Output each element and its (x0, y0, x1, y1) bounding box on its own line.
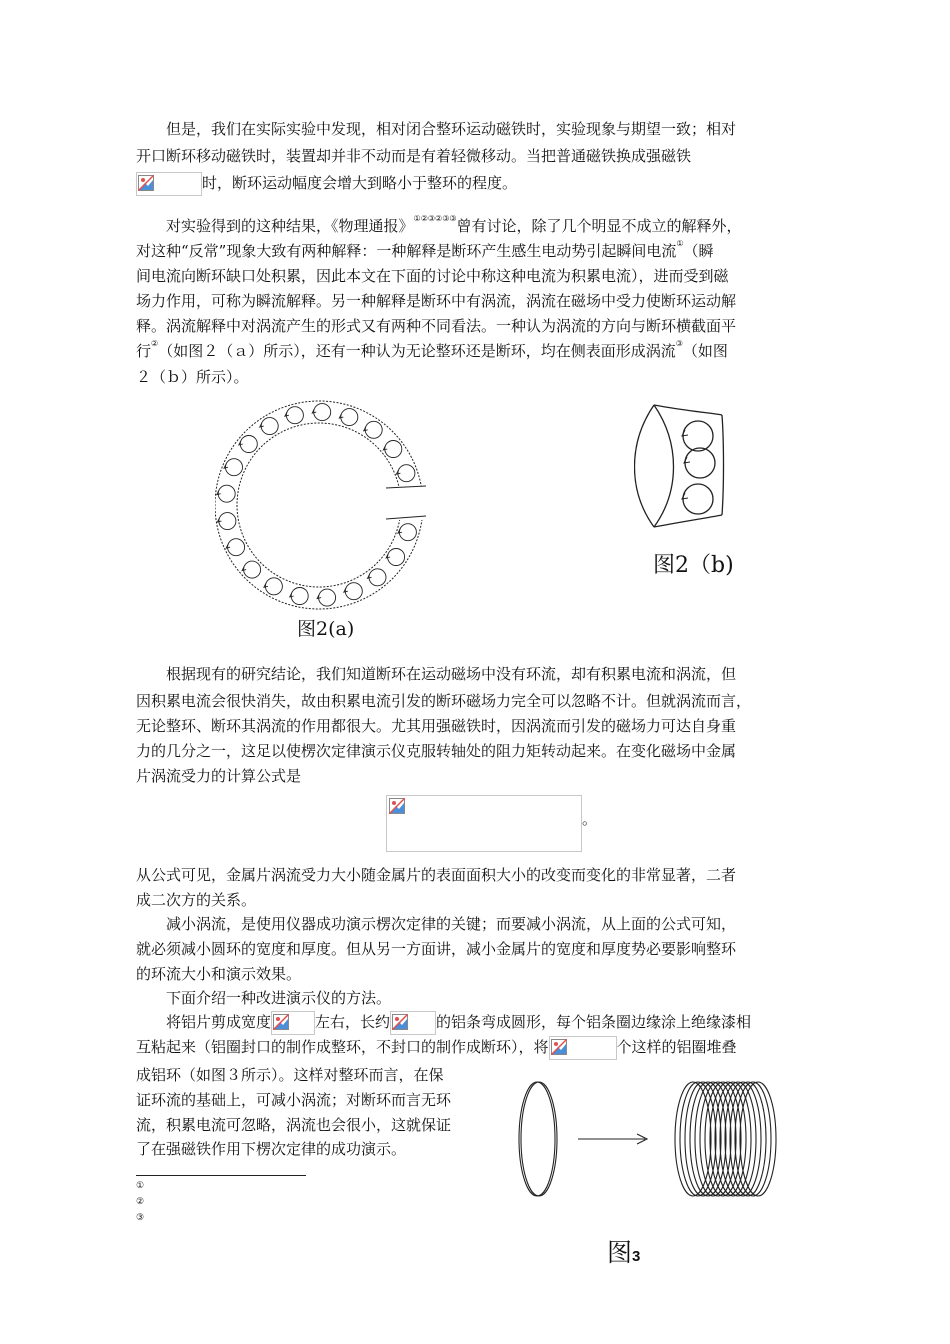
p7-line5: 流，积累电流可忽略，涡流也会很小，这就保证 (136, 1116, 452, 1134)
p2-line6 (136, 340, 728, 362)
p3-line3: 无论整环、断环其涡流的作用都很大。尤其用强磁铁时，因涡流而引发的磁场力可达自身重 (136, 717, 737, 735)
p7-line1-b: 左右，长约 (315, 1013, 391, 1031)
image-placeholder (136, 172, 202, 196)
eddy-current-circle (226, 459, 243, 476)
p2-line5: 释。涡流解释中对涡流产生的形式又有两种不同看法。一种认为涡流的方向与断环横截面平 (136, 317, 737, 335)
p4-line1: 从公式可见，金属片涡流受力大小随金属片的表面面积大小的改变而变化的非常显著，二者 (136, 866, 737, 884)
eddy-current-circle (314, 404, 331, 421)
p4-line2: 成二次方的关系。 (136, 891, 257, 909)
p7-line2 (136, 1036, 737, 1060)
p2-line7: ２（ｂ）所示）。 (136, 368, 249, 386)
figure-2a-ring-diagram (215, 398, 427, 612)
p2-line1-b: 曾有讨论，除了几个明显不成立的解释外， (456, 217, 742, 235)
eddy-current-circle (219, 513, 236, 530)
eddy-current-circle (265, 578, 282, 595)
citation-sup: ② (151, 339, 159, 348)
p6-line1: 下面介绍一种改进演示仪的方法。 (166, 989, 392, 1007)
p1-line3 (136, 172, 517, 196)
figure-2b-caption: 图2（b) (653, 553, 734, 578)
image-placeholder (271, 1011, 315, 1035)
p7-line2-b: 个这样的铝圈堆叠 (616, 1038, 737, 1056)
eddy-current-circle (365, 421, 382, 438)
figure-3-caption-number: 3 (632, 1248, 641, 1265)
broken-image-icon (273, 1014, 289, 1030)
image-placeholder (390, 1011, 436, 1035)
formula-image-placeholder (386, 795, 582, 852)
p1-line1: 但是，我们在实际实验中发现，相对闭合整环运动磁铁时，实验现象与期望一致；相对 (166, 120, 737, 138)
footnote-rule (136, 1175, 306, 1176)
p1-line2: 开口断环移动磁铁时，装置却并非不动而是有着轻微移动。当把普通磁铁换成强磁铁 (136, 147, 692, 165)
footnote-marker-1: ① (136, 1181, 145, 1191)
eddy-current-circle (228, 539, 245, 556)
p7-line2-a: 互粘起来（铝圈封口的制作成整环，不封口的制作成断环），将 (136, 1038, 549, 1056)
broken-image-icon (389, 798, 405, 814)
eddy-current-circle (369, 569, 386, 586)
eddy-current-circle (388, 549, 405, 566)
p2-line3: 间电流向断环缺口处积累，因此本文在下面的讨论中称这种电流为积累电流），进而受到磁 (136, 267, 729, 285)
p5-line2: 就必须减小圆环的宽度和厚度。但从另一方面讲，减小金属片的宽度和厚度势必要影响整环 (136, 940, 737, 958)
formula-period: 。 (582, 810, 598, 828)
citation-sup: ①②③②③③ (413, 214, 457, 223)
broken-image-icon (138, 175, 154, 191)
p1-line3-text: 时，断环运动幅度会增大到略小于整环的程度。 (202, 174, 518, 192)
eddy-current-circle (244, 561, 261, 578)
eddy-current-circle (319, 589, 336, 606)
p7-line3: 成铝环（如图３所示）。这样对整环而言，在保 (136, 1066, 444, 1084)
figure-3-caption (607, 1233, 640, 1269)
p2-line2 (136, 240, 714, 262)
p7-line1-a: 将铝片剪成宽度 (166, 1013, 272, 1031)
eddy-current-circle (286, 407, 303, 424)
figure-2a-caption: 图2(a) (297, 618, 355, 640)
eddy-current-circle (240, 436, 257, 453)
p2-line4: 场力作用，可称为瞬流解释。另一种解释是断环中有涡流，涡流在磁场中受力使断环运动解 (136, 292, 737, 310)
image-placeholder (549, 1036, 617, 1060)
p2-line2-b: （瞬 (683, 242, 714, 260)
p2-line6-c: （如图 (682, 342, 728, 360)
p5-line3: 的环流大小和演示效果。 (136, 965, 302, 983)
broken-image-icon (551, 1039, 567, 1055)
eddy-current-circle (398, 465, 415, 482)
p5-line1: 减小涡流，是使用仪器成功演示楞次定律的关键；而要减小涡流，从上面的公式可知， (166, 915, 737, 933)
p7-line1-c: 的铝条弯成圆形，每个铝条圈边缘涂上绝缘漆相 (436, 1013, 752, 1031)
p3-line4: 力的几分之一，这足以使楞次定律演示仪克服转轴处的阻力矩转动起来。在变化磁场中金属 (136, 742, 737, 760)
p2-line6-a: 行 (136, 342, 152, 360)
p3-line5: 片涡流受力的计算公式是 (136, 767, 302, 785)
eddy-current-circle (341, 409, 358, 426)
figure-2b-section-diagram (634, 403, 726, 531)
p2-line2-a: 对这种“反常”现象大致有两种解释：一种解释是断环产生感生电动势引起瞬间电流 (136, 242, 677, 260)
p3-line1: 根据现有的研究结论，我们知道断环在运动磁场中没有环流，却有积累电流和涡流，但 (166, 665, 737, 683)
p2-line1 (166, 215, 742, 237)
citation-sup: ③ (675, 339, 683, 348)
eddy-current-circle (385, 441, 402, 458)
p7-line1 (166, 1011, 751, 1035)
figure-3-ring-stack-diagram (505, 1075, 790, 1205)
eddy-current-circle (261, 418, 278, 435)
figure-3-caption-main: 图 (607, 1238, 633, 1267)
footnote-marker-3: ③ (136, 1213, 145, 1223)
eddy-current-circle (345, 583, 362, 600)
p7-line4: 证环流的基础上，可减小涡流；对断环而言无环 (136, 1091, 452, 1109)
broken-image-icon (392, 1014, 408, 1030)
p2-line1-a: 对实验得到的这种结果，《物理通报》 (166, 217, 414, 235)
citation-sup: ① (676, 239, 684, 248)
p7-line6: 了在强磁铁作用下楞次定律的成功演示。 (136, 1140, 407, 1158)
eddy-current-circle (399, 524, 416, 541)
footnote-marker-2: ② (136, 1197, 145, 1207)
eddy-current-circle (218, 485, 235, 502)
p3-line2: 因积累电流会很快消失，故由积累电流引发的断环磁场力完全可以忽略不计。但就涡流而言， (136, 692, 752, 710)
p2-line6-b: （如图２（ａ）所示），还有一种认为无论整环还是断环，均在侧表面形成涡流 (158, 342, 676, 360)
eddy-current-circle (291, 588, 308, 605)
